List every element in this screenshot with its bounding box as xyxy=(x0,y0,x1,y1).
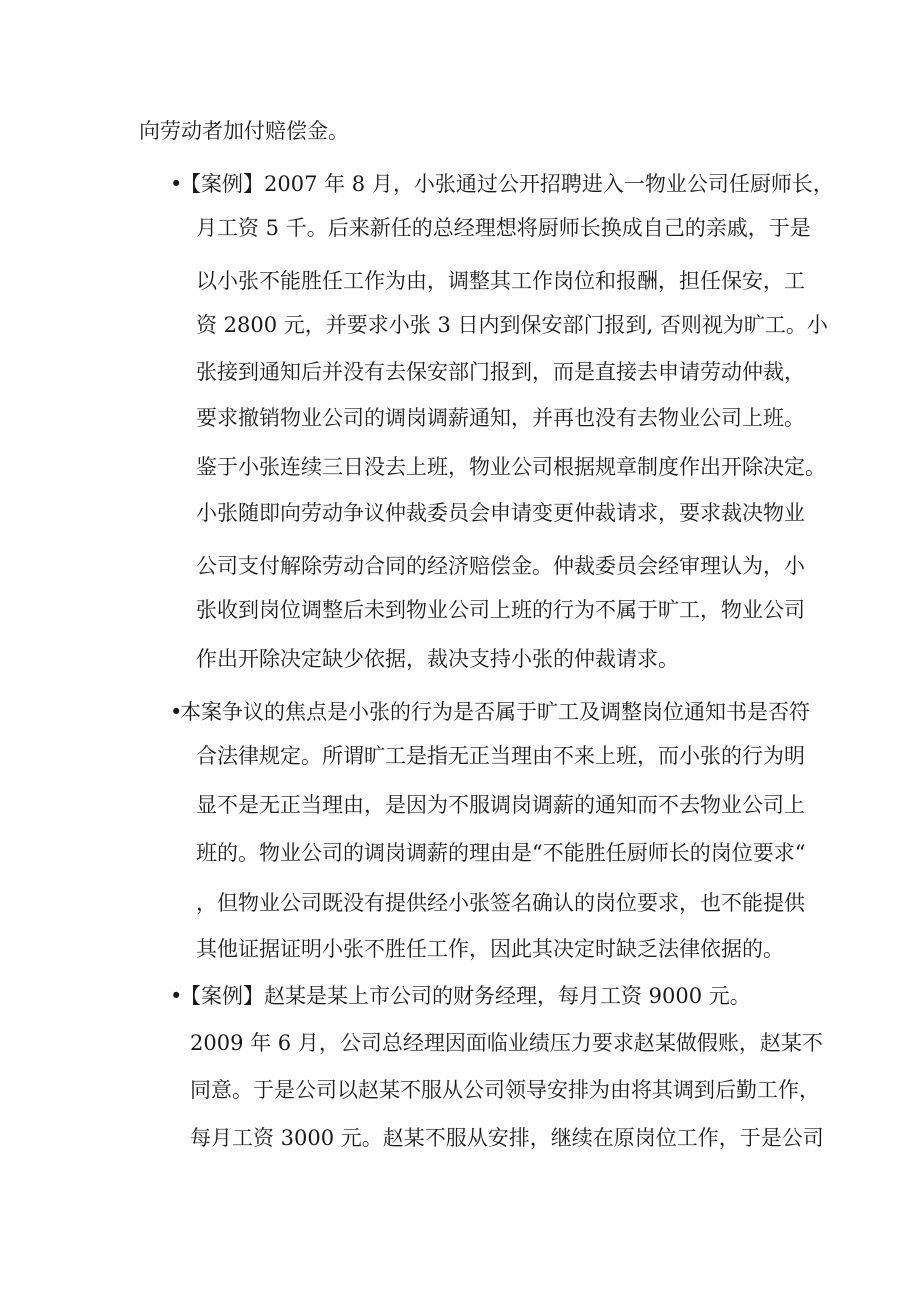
case-2-line: 同意。于是公司以赵某不服从公司领导安排为由将其调到后勤工作， xyxy=(190,1078,820,1102)
analysis-line: 班的。物业公司的调岗调薪的理由是“不能胜任厨师长的岗位要求“ xyxy=(196,841,806,865)
analysis-line: 显不是无正当理由，是因为不服调岗调薪的通知而不去物业公司上 xyxy=(196,793,805,817)
case-2-first-text: 【案例】赵某是某上市公司的财务经理，每月工资 9000 元。 xyxy=(180,984,751,1008)
case-2-line: 2009 年 6 月，公司总经理因面临业绩压力要求赵某做假账，赵某不 xyxy=(190,1031,823,1055)
case-1-line: 月工资 5 千。后来新任的总经理想将厨师长换成自己的亲戚，于是 xyxy=(196,216,811,240)
analysis-first-line xyxy=(170,689,810,735)
case-1-first-text: 【案例】2007 年 8 月，小张通过公开招聘进入一物业公司任厨师长， xyxy=(180,172,834,196)
bullet-icon: • xyxy=(170,172,183,196)
analysis-line: 其他证据证明小张不胜任工作，因此其决定时缺乏法律依据的。 xyxy=(196,937,784,961)
case-2-line: 每月工资 3000 元。赵某不服从安排，继续在原岗位工作，于是公司 xyxy=(190,1126,824,1150)
case-1-line: 张接到通知后并没有去保安部门报到，而是直接去申请劳动仲裁， xyxy=(196,360,805,384)
case-1-line: 张收到岗位调整后未到物业公司上班的行为不属于旷工，物业公司 xyxy=(196,598,805,622)
case-1-line: 资 2800 元，并要求小张 3 日内到保安部门报到, 否则视为旷工。小 xyxy=(196,313,828,337)
bullet-icon: • xyxy=(170,984,183,1008)
bullet-icon: • xyxy=(170,700,183,724)
case-1-line: 公司支付解除劳动合同的经济赔偿金。仲裁委员会经审理认为，小 xyxy=(196,554,805,578)
case-1-line: 要求撤销物业公司的调岗调薪通知，并再也没有去物业公司上班。 xyxy=(196,406,805,430)
analysis-line: ，但物业公司既没有提供经小张签名确认的岗位要求，也不能提供 xyxy=(196,891,805,915)
analysis-line: 合法律规定。所谓旷工是指无正当理由不来上班，而小张的行为明 xyxy=(196,744,805,768)
case-1-line: 作出开除决定缺少依据，裁决支持小张的仲裁请求。 xyxy=(196,647,679,671)
case-1-line: 鉴于小张连续三日没去上班，物业公司根据规章制度作出开除决定。 xyxy=(196,455,826,479)
analysis-first-text: 本案争议的焦点是小张的行为是否属于旷工及调整岗位通知书是否符 xyxy=(180,700,810,724)
case-2-first-line xyxy=(170,973,751,1019)
case-1-line: 以小张不能胜任工作为由，调整其工作岗位和报酬，担任保安，工 xyxy=(196,269,805,293)
case-1-first-line xyxy=(170,161,834,207)
intro-line: 向劳动者加付赔偿金。 xyxy=(139,119,349,143)
case-1-line: 小张随即向劳动争议仲裁委员会申请变更仲裁请求，要求裁决物业 xyxy=(196,501,805,525)
